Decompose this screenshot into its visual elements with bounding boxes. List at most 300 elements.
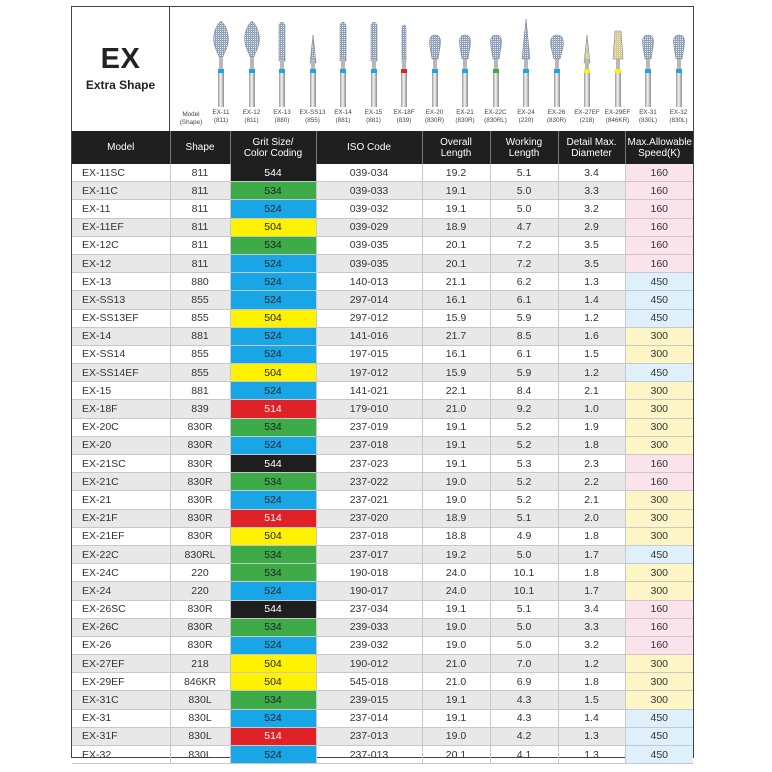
bur-shank [310,73,316,107]
color-band [615,69,621,73]
table-row [72,473,693,491]
cell-model: EX-SS14EF [72,364,170,382]
cell-diameter: 3.2 [558,200,625,218]
cell-iso: 237-034 [316,600,422,618]
cell-grit: 524 [230,709,316,727]
bur-shape-label: (881) [366,117,381,124]
cell-working-length: 4.7 [490,218,558,236]
cell-grit: 534 [230,691,316,709]
cell-speed: 160 [625,473,693,491]
bur-drawing [664,17,694,109]
cell-working-length: 5.0 [490,618,558,636]
cell-overall-length: 20.1 [422,746,490,764]
cell-diameter: 1.3 [558,727,625,745]
cell-working-length: 5.3 [490,455,558,473]
table-row [72,600,693,618]
bur-drawing [572,17,602,109]
cell-diameter: 1.3 [558,746,625,764]
cell-shape: 881 [170,327,230,345]
cell-diameter: 2.1 [558,382,625,400]
bur-model-label: EX-24 [517,109,535,116]
cell-overall-length: 18.8 [422,527,490,545]
bur-shank [615,73,621,107]
cell-model: EX-21EF [72,527,170,545]
cell-model: EX-SS13 [72,291,170,309]
cell-iso: 141-021 [316,382,422,400]
cell-model: EX-11SC [72,164,170,182]
cell-shape: 830R [170,473,230,491]
table-row [72,164,693,182]
table-row [72,491,693,509]
cell-model: EX-22C [72,545,170,563]
bur-shank [279,73,285,107]
cell-working-length: 7.2 [490,254,558,272]
cell-overall-length: 15.9 [422,364,490,382]
col-diameter-header: Detail Max. Diameter [558,131,625,164]
cell-grit: 524 [230,291,316,309]
cell-grit: 534 [230,418,316,436]
cell-diameter: 1.6 [558,327,625,345]
shape-key-label [176,111,206,127]
bur-label [661,109,697,125]
color-band [554,69,560,73]
cell-speed: 450 [625,746,693,764]
cell-working-length: 7.0 [490,655,558,673]
cell-iso: 239-033 [316,618,422,636]
cell-grit: 514 [230,509,316,527]
bur-shape-label: (220) [518,117,534,124]
cell-working-length: 5.2 [490,418,558,436]
cell-speed: 160 [625,600,693,618]
cell-speed: 450 [625,364,693,382]
cell-overall-length: 21.1 [422,273,490,291]
cell-overall-length: 18.9 [422,218,490,236]
cell-iso: 039-029 [316,218,422,236]
cell-working-length: 4.1 [490,746,558,764]
cell-shape: 830R [170,509,230,527]
bur-model-label: EX-21 [456,109,474,116]
table-row [72,273,693,291]
cell-overall-length: 24.0 [422,564,490,582]
bur-model-label: EX-18F [393,109,415,116]
cell-overall-length: 21.0 [422,655,490,673]
cell-diameter: 1.3 [558,273,625,291]
bur-shank [645,73,651,107]
bur-illustration [206,17,236,109]
cell-iso: 039-033 [316,182,422,200]
table-row [72,709,693,727]
cell-speed: 160 [625,236,693,254]
cell-working-length: 5.9 [490,309,558,327]
cell-grit: 524 [230,491,316,509]
cell-diameter: 3.5 [558,236,625,254]
color-band [371,69,377,73]
cell-working-length: 4.3 [490,709,558,727]
color-band [249,69,255,73]
cell-shape: 830R [170,636,230,654]
cell-diameter: 3.5 [558,254,625,272]
bur-shape-label: (830L) [669,117,688,124]
cell-overall-length: 19.1 [422,709,490,727]
bur-head [460,35,471,59]
bur-shank [676,73,682,107]
cell-speed: 300 [625,673,693,691]
cell-overall-length: 19.1 [422,691,490,709]
table-header-row [72,131,693,164]
cell-shape: 830L [170,746,230,764]
cell-speed: 300 [625,582,693,600]
cell-grit: 524 [230,582,316,600]
cell-iso: 239-032 [316,636,422,654]
cell-grit: 534 [230,564,316,582]
cell-shape: 839 [170,400,230,418]
cell-speed: 160 [625,254,693,272]
cell-shape: 846KR [170,673,230,691]
cell-iso: 190-018 [316,564,422,582]
cell-working-length: 5.2 [490,491,558,509]
bur-drawing [420,17,450,109]
cell-diameter: 2.1 [558,491,625,509]
table-row [72,182,693,200]
table-row [72,509,693,527]
bur-drawing [206,17,236,109]
bur-illustration [633,17,663,109]
color-band [493,69,499,73]
cell-model: EX-26C [72,618,170,636]
bur-shape-label: (218) [579,117,595,124]
cell-grit: 534 [230,545,316,563]
cell-shape: 855 [170,291,230,309]
bur-drawing [328,17,358,109]
cell-speed: 160 [625,200,693,218]
cell-speed: 300 [625,327,693,345]
cell-model: EX-32 [72,746,170,764]
bur-illustration [267,17,297,109]
cell-model: EX-13 [72,273,170,291]
cell-model: EX-20 [72,436,170,454]
cell-iso: 237-018 [316,527,422,545]
cell-iso: 237-014 [316,709,422,727]
cell-grit: 524 [230,254,316,272]
cell-speed: 160 [625,636,693,654]
cell-grit: 504 [230,527,316,545]
table-row [72,327,693,345]
cell-shape: 830R [170,436,230,454]
bur-shank [340,73,346,107]
cell-grit: 524 [230,345,316,363]
table-row [72,218,693,236]
cell-model: EX-31 [72,709,170,727]
cell-shape: 811 [170,236,230,254]
bur-model-label: EX-22C [484,109,507,116]
cell-overall-length: 19.2 [422,164,490,182]
bur-head [490,35,501,59]
bur-shape-label: (830R) [455,117,475,124]
cell-shape: 830R [170,618,230,636]
bur-drawing [542,17,572,109]
cell-model: EX-SS13EF [72,309,170,327]
cell-working-length: 10.1 [490,582,558,600]
cell-speed: 300 [625,509,693,527]
bur-drawing [481,17,511,109]
cell-speed: 300 [625,345,693,363]
cell-grit: 524 [230,746,316,764]
table-row [72,636,693,654]
table-row [72,436,693,454]
cell-model: EX-21SC [72,455,170,473]
bur-illustration [298,17,328,109]
bur-shape-label: (881) [335,117,351,124]
cell-shape: 830R [170,527,230,545]
cell-overall-length: 21.0 [422,400,490,418]
cell-overall-length: 19.0 [422,727,490,745]
table-row [72,727,693,745]
catalog-frame [71,6,694,761]
cell-shape: 218 [170,655,230,673]
cell-overall-length: 21.0 [422,673,490,691]
table-row [72,545,693,563]
bur-model-label: EX-11 [212,109,230,116]
color-band [645,69,651,73]
bur-model-label: EX-20 [425,109,444,116]
bur-illustration [603,17,633,109]
bur-model-label: EX-15 [364,109,383,116]
cell-working-length: 5.0 [490,182,558,200]
bur-illustration [572,17,602,109]
bur-shape-label: (839) [396,117,412,124]
cell-working-length: 6.2 [490,273,558,291]
bur-head [584,35,590,63]
bur-illustration [420,17,450,109]
cell-model: EX-21C [72,473,170,491]
cell-overall-length: 19.1 [422,418,490,436]
bur-head [310,35,316,63]
col-grit-header: Grit Size/ Color Coding [230,131,316,164]
table-row [72,418,693,436]
cell-speed: 300 [625,564,693,582]
cell-diameter: 3.2 [558,636,625,654]
cell-model: EX-26SC [72,600,170,618]
cell-diameter: 2.0 [558,509,625,527]
cell-shape: 220 [170,564,230,582]
table-row [72,582,693,600]
cell-grit: 514 [230,400,316,418]
table-body [72,164,693,764]
cell-grit: 544 [230,600,316,618]
cell-shape: 811 [170,200,230,218]
cell-overall-length: 15.9 [422,309,490,327]
cell-shape: 830R [170,418,230,436]
cell-diameter: 1.9 [558,418,625,436]
table-row [72,236,693,254]
series-subtitle: Extra Shape [85,78,156,92]
cell-model: EX-31F [72,727,170,745]
table-row [72,364,693,382]
bur-shape-gallery [170,7,693,131]
cell-overall-length: 20.1 [422,236,490,254]
bur-drawing [450,17,480,109]
cell-diameter: 1.8 [558,564,625,582]
cell-iso: 039-035 [316,254,422,272]
cell-shape: 830L [170,709,230,727]
cell-shape: 881 [170,382,230,400]
cell-iso: 237-022 [316,473,422,491]
bur-neck [250,57,254,69]
cell-diameter: 2.2 [558,473,625,491]
cell-shape: 855 [170,309,230,327]
cell-speed: 160 [625,218,693,236]
cell-speed: 300 [625,418,693,436]
bur-head [244,21,259,57]
table-row [72,309,693,327]
cell-speed: 300 [625,400,693,418]
cell-grit: 504 [230,655,316,673]
bur-head [371,22,377,61]
cell-shape: 830R [170,600,230,618]
bur-shape-label: (830R) [424,117,445,124]
bur-illustration [481,17,511,109]
cell-working-length: 5.0 [490,545,558,563]
bur-head [522,19,530,59]
color-band [340,69,346,73]
cell-diameter: 2.9 [558,218,625,236]
table-row [72,673,693,691]
bur-model-label: EX-12 [242,109,261,116]
shape-key-line-shape: (Shape) [179,119,203,126]
cell-grit: 544 [230,455,316,473]
cell-grit: 504 [230,218,316,236]
cell-shape: 811 [170,254,230,272]
cell-iso: 141-016 [316,327,422,345]
brand-box [72,7,170,131]
cell-speed: 450 [625,727,693,745]
cell-working-length: 5.1 [490,164,558,182]
cell-overall-length: 16.1 [422,345,490,363]
cell-speed: 300 [625,655,693,673]
bur-drawing [237,17,267,109]
cell-diameter: 1.2 [558,309,625,327]
color-band [584,69,590,73]
bur-drawing [298,17,328,109]
cell-diameter: 2.3 [558,455,625,473]
cell-diameter: 1.2 [558,655,625,673]
cell-model: EX-31C [72,691,170,709]
cell-speed: 300 [625,691,693,709]
cell-shape: 855 [170,345,230,363]
cell-iso: 237-020 [316,509,422,527]
cell-diameter: 1.8 [558,527,625,545]
cell-overall-length: 19.1 [422,436,490,454]
cell-model: EX-24C [72,564,170,582]
bur-model-label: EX-31 [639,109,657,116]
cell-diameter: 1.7 [558,545,625,563]
bur-shank [523,73,529,107]
cell-diameter: 1.8 [558,673,625,691]
cell-iso: 197-012 [316,364,422,382]
cell-diameter: 1.2 [558,364,625,382]
bur-shape-label: (811) [213,117,229,124]
cell-grit: 514 [230,727,316,745]
cell-overall-length: 19.1 [422,200,490,218]
bur-head [613,31,623,59]
bur-illustration [237,17,267,109]
bur-head [402,25,406,63]
cell-diameter: 1.7 [558,582,625,600]
color-band [279,69,285,73]
cell-diameter: 1.4 [558,709,625,727]
table-row [72,655,693,673]
bur-head [550,35,563,59]
cell-working-length: 5.9 [490,364,558,382]
cell-grit: 524 [230,327,316,345]
color-band [462,69,468,73]
cell-speed: 160 [625,164,693,182]
cell-grit: 534 [230,182,316,200]
cell-working-length: 5.2 [490,436,558,454]
cell-model: EX-SS14 [72,345,170,363]
cell-overall-length: 19.1 [422,182,490,200]
cell-shape: 830L [170,691,230,709]
cell-working-length: 5.2 [490,473,558,491]
cell-diameter: 3.3 [558,618,625,636]
cell-grit: 504 [230,673,316,691]
cell-shape: 830RL [170,545,230,563]
cell-grit: 524 [230,436,316,454]
bur-shank [249,73,255,107]
bur-model-label: EX-SS13 [299,109,326,116]
bur-shank [462,73,468,107]
bur-illustration [359,17,389,109]
bur-model-label: EX-32 [669,109,688,116]
bur-model-label: EX-13 [273,109,291,116]
cell-model: EX-11 [72,200,170,218]
cell-iso: 237-013 [316,746,422,764]
cell-iso: 039-032 [316,200,422,218]
cell-overall-length: 19.0 [422,636,490,654]
cell-working-length: 7.2 [490,236,558,254]
bur-shape-label: (846KR) [605,117,630,124]
cell-grit: 524 [230,636,316,654]
cell-speed: 160 [625,182,693,200]
bur-shank [584,73,590,107]
cell-speed: 300 [625,382,693,400]
cell-speed: 450 [625,545,693,563]
cell-shape: 830R [170,491,230,509]
cell-model: EX-12C [72,236,170,254]
cell-speed: 300 [625,527,693,545]
cell-speed: 160 [625,455,693,473]
table-row [72,254,693,272]
bur-shank [371,73,377,107]
cell-iso: 237-021 [316,491,422,509]
cell-shape: 880 [170,273,230,291]
cell-working-length: 5.1 [490,600,558,618]
cell-iso: 197-015 [316,345,422,363]
cell-overall-length: 19.0 [422,473,490,491]
bur-model-label: EX-27EF [574,109,600,116]
cell-working-length: 4.2 [490,727,558,745]
cell-grit: 534 [230,236,316,254]
cell-diameter: 1.5 [558,691,625,709]
cell-working-length: 8.5 [490,327,558,345]
cell-iso: 039-035 [316,236,422,254]
col-iso-header: ISO Code [316,131,422,164]
cell-model: EX-21 [72,491,170,509]
cell-overall-length: 21.7 [422,327,490,345]
cell-iso: 297-014 [316,291,422,309]
cell-model: EX-11C [72,182,170,200]
table-row [72,455,693,473]
